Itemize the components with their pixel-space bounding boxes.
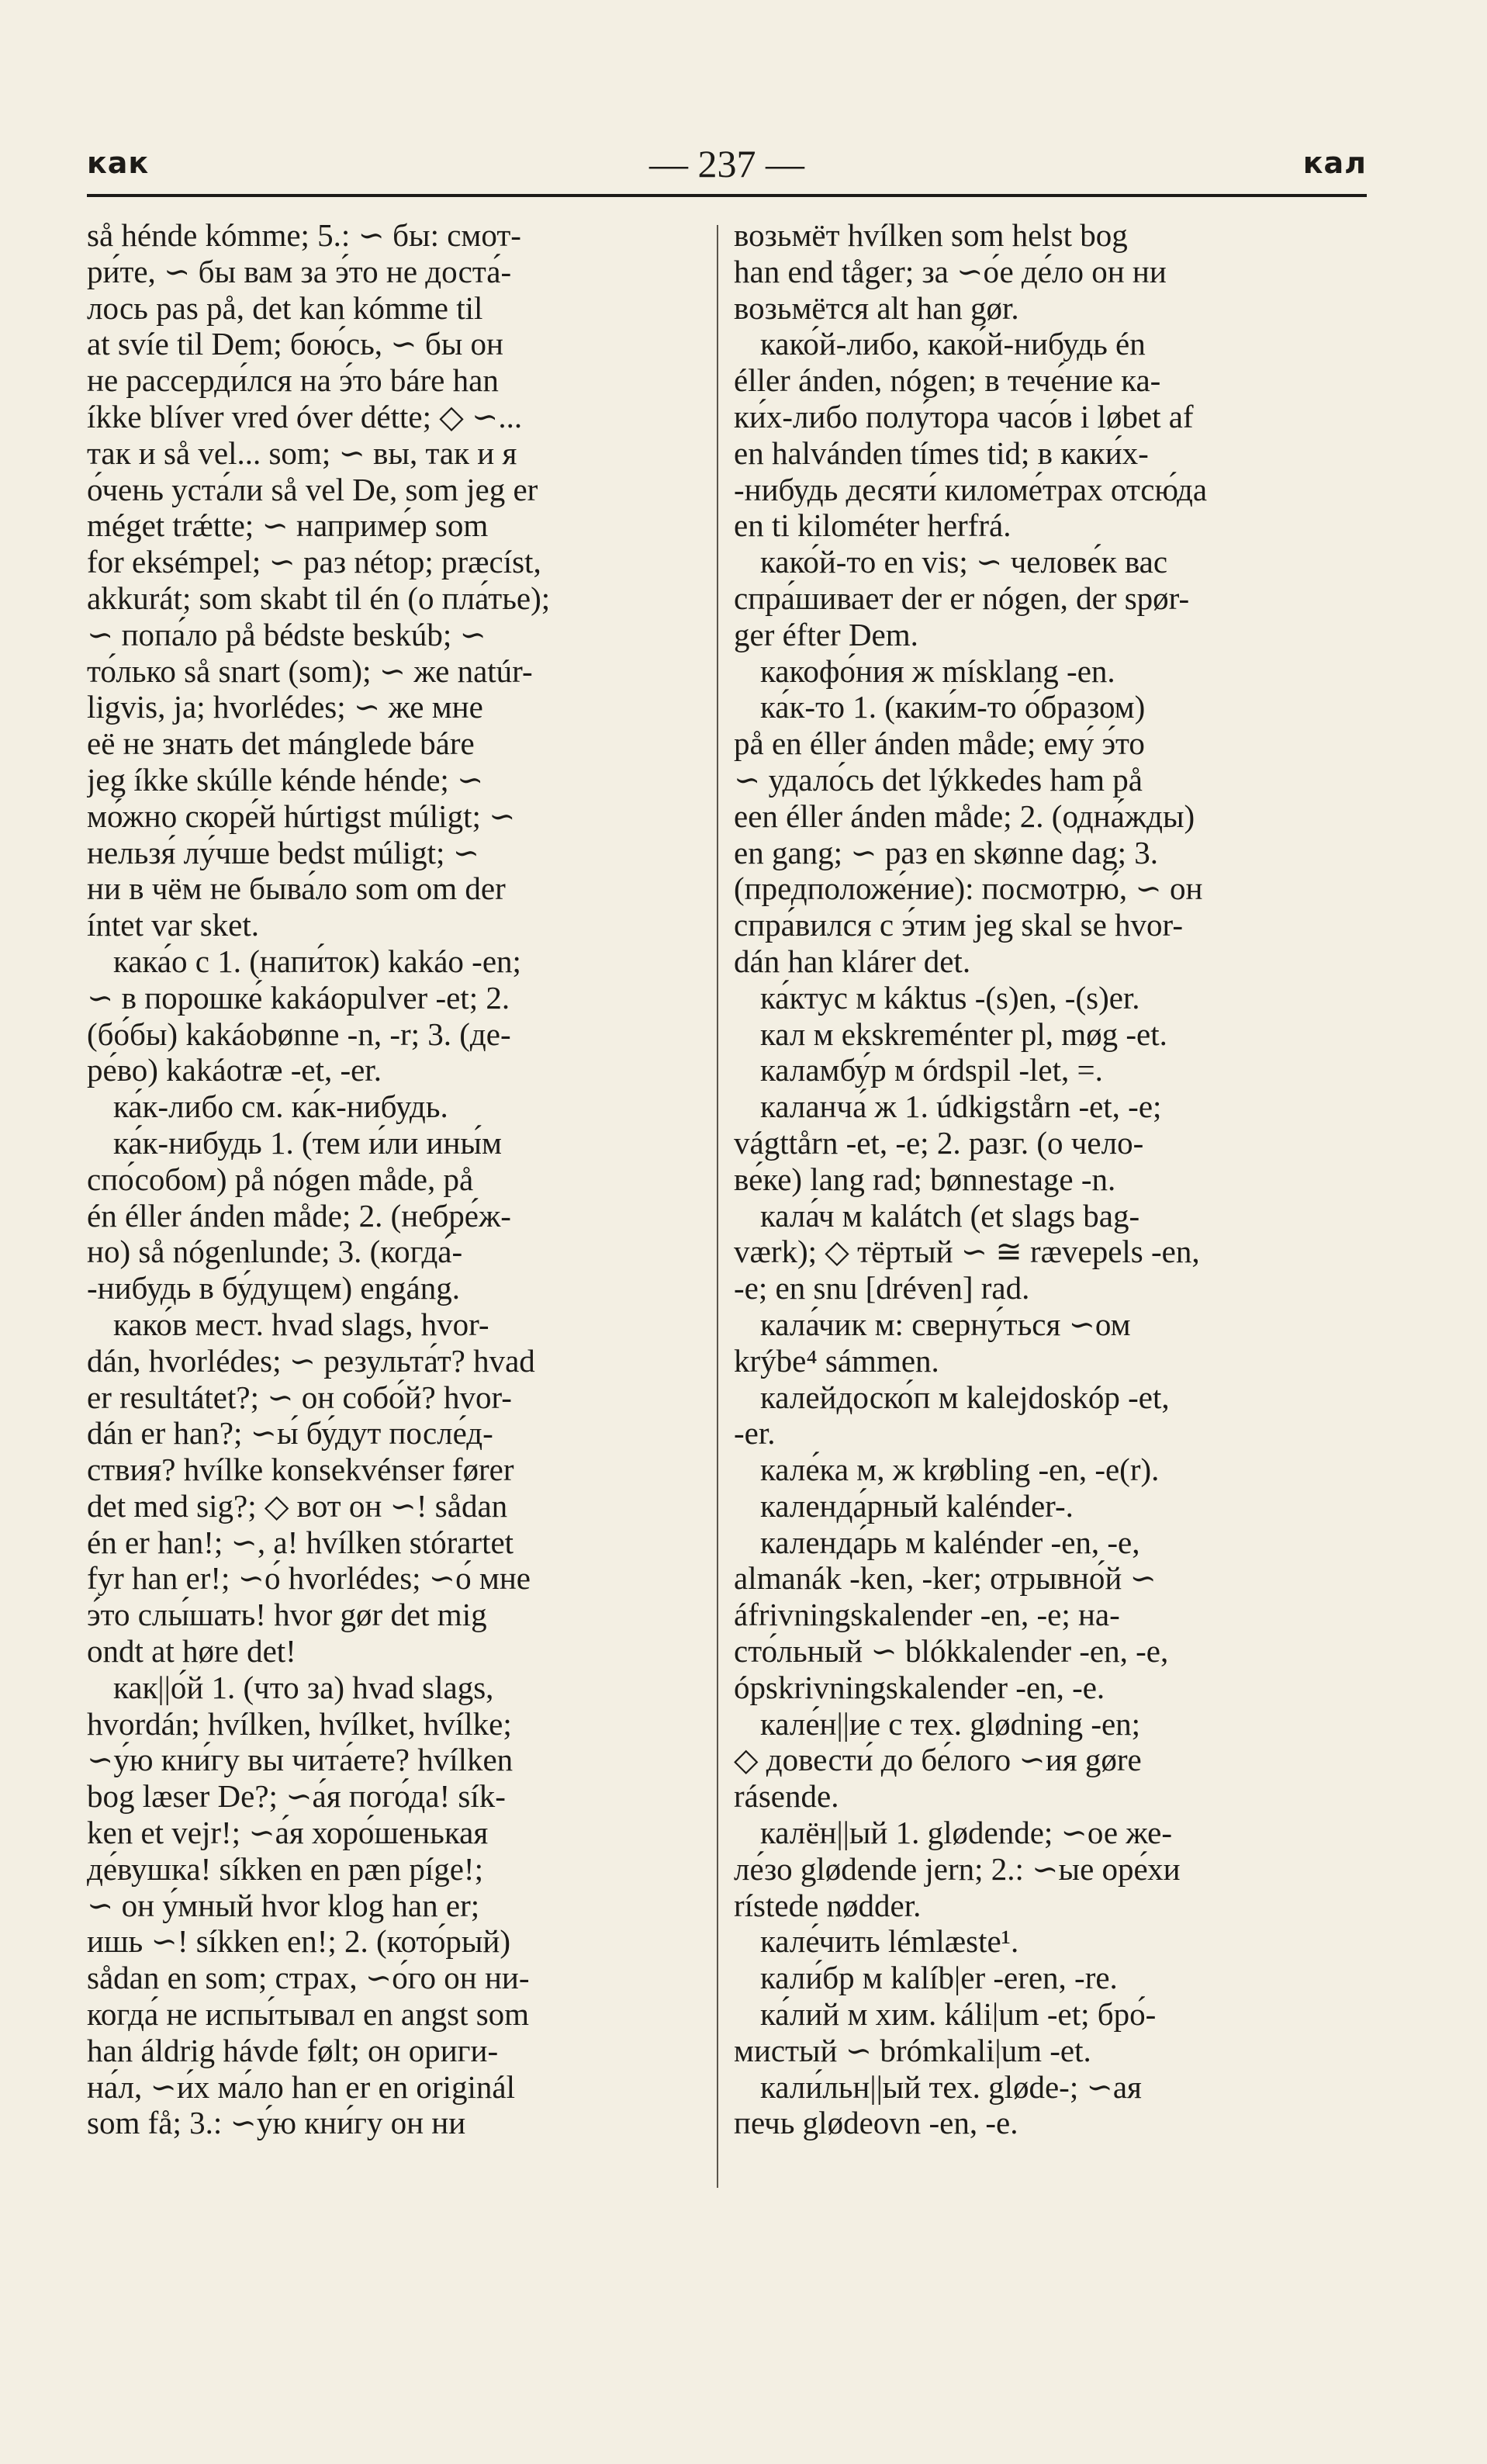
dictionary-line: (бо́бы) kakáobønne -n, -r; 3. (де- xyxy=(87,1016,511,1052)
dictionary-line: спра́вился с э́тим jeg skal se hvor- xyxy=(734,907,1184,943)
dictionary-line: -нибудь в бу́дущем) engáng. xyxy=(87,1270,461,1306)
dictionary-line: ligvis, ja; hvorlédes; ∽ же мне xyxy=(87,689,483,725)
dictionary-line: een éller ánden måde; 2. (одна́жды) xyxy=(734,798,1195,834)
dictionary-line: возьмётся alt han gør. xyxy=(734,289,1019,326)
dictionary-line: det med sig?; ◇ вот он ∽! sådan xyxy=(87,1487,508,1524)
running-head-right: кал xyxy=(1302,146,1367,180)
dictionary-line: ишь ∽! síkken en!; 2. (кото́рый) xyxy=(87,1923,510,1960)
dictionary-line: ger éfter Dem. xyxy=(734,616,918,652)
dictionary-line: éller ánden, nógen; в тече́ние ка- xyxy=(734,362,1161,399)
dictionary-line: де́вушка! síkken en pæn píge!; xyxy=(87,1850,483,1887)
dictionary-line: værk); ◇ тёртый ∽ ≅ rævepels -en, xyxy=(734,1234,1200,1270)
dictionary-line: ки́х-либо полу́тора часо́в i løbet af xyxy=(734,398,1194,434)
dictionary-line: en gang; ∽ раз en skønne dag; 3. xyxy=(734,834,1158,870)
dictionary-line: en halvánden tímes tid; в каки́х- xyxy=(734,434,1149,471)
dictionary-line: како́в мест. hvad slags, hvor- xyxy=(113,1306,489,1342)
dictionary-line: ка́ктус м káktus -(s)en, -(s)er. xyxy=(760,979,1140,1016)
dictionary-line: -нибудь десяти́ киломе́трах отсю́да xyxy=(734,471,1208,507)
dictionary-line: jeg íkke skúlle kénde hénde; ∽ xyxy=(87,761,484,798)
dictionary-line: то́лько så snart (som); ∽ же natúr- xyxy=(87,652,533,689)
dictionary-line: так и så vel... som; ∽ вы, так и я xyxy=(87,434,517,471)
dictionary-line: кале́ка м, ж krøbling -en, -e(r). xyxy=(760,1452,1160,1488)
header-rule xyxy=(87,194,1367,197)
dictionary-line: rásende. xyxy=(734,1778,839,1815)
dictionary-line: ∽ удало́сь det lýkkedes ham på xyxy=(734,761,1143,798)
dictionary-line: fyr han er!; ∽о́ hvorlédes; ∽о́ мне xyxy=(87,1560,531,1597)
dictionary-line: akkurát; som skabt til én (о пла́тье); xyxy=(87,580,551,616)
dictionary-line: нельзя́ лу́чше bedst múligt; ∽ xyxy=(87,834,480,870)
dictionary-line: но) så nógenlunde; 3. (когда́- xyxy=(87,1234,463,1270)
dictionary-line: er resultátet?; ∽ он собо́й? hvor- xyxy=(87,1379,512,1415)
page-number: — 237 — xyxy=(649,142,804,185)
dictionary-line: ∽ он у́мный hvor klog han er; xyxy=(87,1887,480,1923)
dictionary-line: возьмёт hvílken som helst bog xyxy=(734,217,1128,253)
dictionary-line: калён||ый 1. glødende; ∽ое же- xyxy=(760,1815,1172,1851)
dictionary-line: календа́рь м kalénder -en, -e, xyxy=(760,1524,1140,1560)
dictionary-line: bog læser De?; ∽а́я пого́да! sík- xyxy=(87,1778,506,1815)
dictionary-line: кака́о с 1. (напи́ток) kakáo -en; xyxy=(113,943,521,979)
dictionary-line: ри́те, ∽ бы вам за э́то не доста́- xyxy=(87,253,512,289)
dictionary-line: íntet var sket. xyxy=(87,907,260,943)
dictionary-line: ópskrivningskalender -en, -e. xyxy=(734,1669,1105,1705)
dictionary-line: vágttårn -et, -e; 2. разг. (о чело- xyxy=(734,1124,1144,1161)
dictionary-line: (предположе́ние): посмотрю́, ∽ он xyxy=(734,870,1203,907)
dictionary-line: календа́рный kalénder-. xyxy=(760,1487,1074,1524)
page-header xyxy=(87,141,1367,191)
dictionary-line: han end tåger; за ∽о́е де́ло он ни xyxy=(734,253,1167,289)
dictionary-line: ◇ довести́ до бе́лого ∽ия gøre xyxy=(734,1742,1142,1778)
dictionary-line: кал м ekskreménter pl, møg -et. xyxy=(760,1016,1167,1052)
dictionary-line: кала́чик м: сверну́ться ∽ом xyxy=(760,1306,1131,1342)
dictionary-line: сто́льный ∽ blókkalender -en, -e, xyxy=(734,1633,1169,1670)
dictionary-line: ка́к-либо см. ка́к-нибудь. xyxy=(113,1088,448,1125)
dictionary-line: мо́жно скоре́й húrtigst múligt; ∽ xyxy=(87,798,516,834)
dictionary-line: så hénde kómme; 5.: ∽ бы: смот- xyxy=(87,217,521,253)
dictionary-line: áfrivningskalender -en, -e; на- xyxy=(734,1597,1120,1633)
column-divider xyxy=(717,225,718,2188)
dictionary-line: кале́чить lémlæste¹. xyxy=(760,1923,1019,1960)
dictionary-line: ка́к-то 1. (каки́м-то о́бразом) xyxy=(760,689,1146,725)
dictionary-line: кала́ч м kalátch (et slags bag- xyxy=(760,1197,1140,1234)
dictionary-line: калейдоско́п м kalejdoskóp -et, xyxy=(760,1379,1170,1415)
dictionary-line: ка́лий м хим. káli|um -et; бро́- xyxy=(760,1996,1157,2033)
dictionary-line: sådan en som; страх, ∽о́го он ни- xyxy=(87,1960,530,1996)
dictionary-line: ∽ в порошке́ kakáopulver -et; 2. xyxy=(87,979,510,1016)
dictionary-line: på en éller ánden måde; ему́ э́то xyxy=(734,725,1145,762)
dictionary-line: almanák -ken, -ker; отрывно́й ∽ xyxy=(734,1560,1157,1597)
dictionary-line: ве́ке) lang rad; bønnestage -n. xyxy=(734,1161,1116,1197)
dictionary-line: dán han klárer det. xyxy=(734,943,971,979)
dictionary-line: ∽у́ю кни́гу вы чита́ете? hvílken xyxy=(87,1742,514,1778)
dictionary-line: э́то слы́шать! hvor gør det mig xyxy=(87,1597,487,1633)
dictionary-line: не рассерди́лся на э́то báre han xyxy=(87,362,499,399)
dictionary-line: som få; 3.: ∽у́ю кни́гу он ни xyxy=(87,2105,466,2141)
dictionary-line: ка́к-нибудь 1. (тем и́ли ины́м xyxy=(113,1124,502,1161)
dictionary-line: на́л, ∽и́х ма́ло han er en originál xyxy=(87,2068,515,2105)
dictionary-line: ствия? hvílke konsekvénser fører xyxy=(87,1452,514,1488)
dictionary-line: íkke blíver vred óver détte; ◇ ∽... xyxy=(87,398,523,434)
dictionary-line: спо́собом) på nógen måde, på xyxy=(87,1161,474,1197)
dictionary-line: ∽ попа́ло på bédste beskúb; ∽ xyxy=(87,616,486,652)
dictionary-line: о́чень уста́ли så vel De, som jeg er xyxy=(87,471,538,507)
dictionary-line: каланча́ ж 1. údkigstårn -et, -e; xyxy=(760,1088,1162,1125)
left-column xyxy=(87,217,701,2141)
dictionary-line: её не знать det mánglede báre xyxy=(87,725,475,762)
dictionary-line: како́й-то en vis; ∽ челове́к вас xyxy=(760,544,1168,580)
dictionary-line: кали́бр м kalíb|er -eren, -re. xyxy=(760,1960,1118,1996)
running-head-left: как xyxy=(87,146,150,180)
dictionary-line: hvordán; hvílken, hvílket, hvílke; xyxy=(87,1705,512,1742)
dictionary-line: dán, hvorlédes; ∽ результа́т? hvad xyxy=(87,1342,535,1379)
dictionary-line: rístede nødder. xyxy=(734,1887,922,1923)
dictionary-line: когда́ не испы́тывал en angst som xyxy=(87,1996,530,2033)
dictionary-line: -e; en snu [dréven] rad. xyxy=(734,1270,1030,1306)
dictionary-line: ondt at høre det! xyxy=(87,1633,296,1670)
dictionary-line: dán er han?; ∽ы́ бу́дут после́д- xyxy=(87,1415,493,1452)
dictionary-line: ken et vejr!; ∽а́я хоро́шенькая xyxy=(87,1815,489,1851)
dictionary-line: ле́зо glødende jern; 2.: ∽ые оре́хи xyxy=(734,1850,1181,1887)
dictionary-line: каламбу́р м órdspil -let, =. xyxy=(760,1052,1103,1088)
dictionary-line: кали́льн||ый тех. gløde-; ∽ая xyxy=(760,2068,1142,2105)
dictionary-line: ре́во) kakáotræ -et, -er. xyxy=(87,1052,382,1088)
dictionary-line: at svíe til Dem; бою́сь, ∽ бы он xyxy=(87,326,503,362)
dictionary-line: кале́н||ие с тех. glødning -en; xyxy=(760,1705,1141,1742)
dictionary-line: печь glødeovn -en, -e. xyxy=(734,2105,1018,2141)
dictionary-line: како́й-либо, како́й-нибудь én xyxy=(760,326,1146,362)
dictionary-line: én éller ánden måde; 2. (небре́ж- xyxy=(87,1197,511,1234)
dictionary-line: как||о́й 1. (что за) hvad slags, xyxy=(113,1669,494,1705)
dictionary-line: лось pas på, det kan kómme til xyxy=(87,289,483,326)
dictionary-line: ни в чём не быва́ло som om der xyxy=(87,870,506,907)
dictionary-line: méget trǽtte; ∽ наприме́р som xyxy=(87,507,489,544)
dictionary-line: en ti kilométer herfrá. xyxy=(734,507,1012,544)
dictionary-line: for eksémpel; ∽ раз nétop; præcíst, xyxy=(87,544,541,580)
dictionary-line: спра́шивает der er nógen, der spør- xyxy=(734,580,1190,616)
right-column xyxy=(734,217,1350,2141)
dictionary-line: -er. xyxy=(734,1415,776,1452)
dictionary-line: какофо́ния ж mísklang -en. xyxy=(760,652,1115,689)
dictionary-line: han áldrig hávde følt; он ориги- xyxy=(87,2032,499,2068)
dictionary-line: krýbe⁴ sámmen. xyxy=(734,1342,939,1379)
dictionary-line: мистый ∽ brómkali|um -et. xyxy=(734,2032,1091,2068)
dictionary-line: én er han!; ∽, a! hvílken stórartet xyxy=(87,1524,514,1560)
